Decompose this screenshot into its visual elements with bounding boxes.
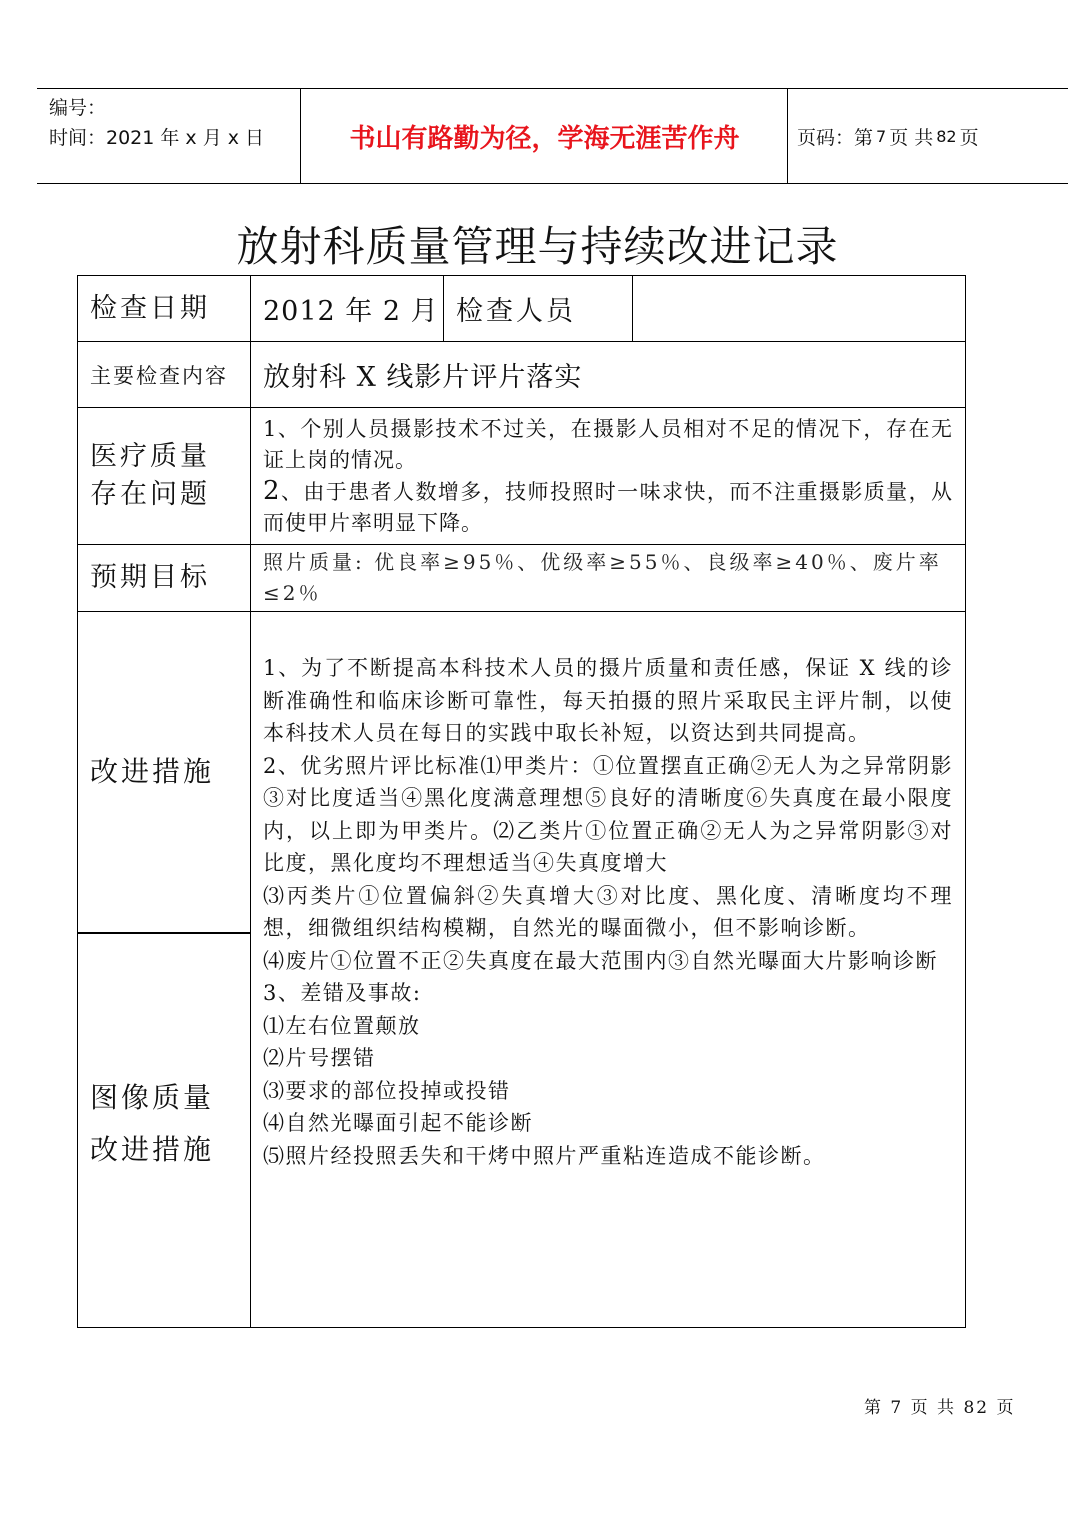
image-quality-label [90,1072,214,1176]
improvement-measures [251,612,966,1328]
issues-text [251,408,966,545]
issue-text: 、由于患者人数增多，技师投照时一味求快，而不注重摄影质量，从而使甲片率明显下降。 [263,479,953,535]
page-mid: 页 共 [889,126,934,149]
footer-mid: 页 共 [910,1398,957,1418]
improve-labels-cell [78,612,251,1328]
main-content-label: 主要检查内容 [78,342,251,408]
inspect-date-value: 2012 年 2 月 [251,276,444,342]
header-motto: 书山有路勤为径，学海无涯苦作舟 [349,123,740,154]
table-row [78,545,966,612]
header-divider [787,89,788,183]
inspector-label: 检查人员 [444,276,633,342]
header-page-number [797,89,979,183]
table-row [78,408,966,545]
measure-item: ⑶丙类片①位置偏斜②失真增大③对比度、黑化度、清晰度均不理想，细微组织结构模糊，自然光的曝面微小，但不影响诊断。 [263,883,953,940]
measure-item: ⑷自然光曝面引起不能诊断 [263,1111,533,1135]
document-header [37,88,1068,184]
issue-item: 1、个别人员摄影技术不过关，在摄影人员相对不足的情况下，存在无证上岗的情况。 [263,416,953,472]
footer-current: 7 [890,1398,904,1418]
inspect-date-label: 检查日期 [78,276,251,342]
page-title: 放射科质量管理与持续改进记录 [236,222,839,271]
page-total: 82 [936,126,957,146]
measure-item: ⑸照片经投照丢失和干烤中照片严重粘连造成不能诊断。 [263,1143,826,1168]
measure-item: ⑵片号摆错 [263,1046,376,1070]
image-label-line: 改进措施 [90,1133,215,1166]
page-current: 7 [876,126,887,146]
issues-label-line: 医疗质量 [90,441,210,472]
main-content-value: 放射科 X 线影片评片落实 [251,342,966,408]
issue-number: 2 [263,475,281,506]
footer-prefix: 第 [864,1398,883,1418]
table-row [78,276,966,342]
page-suffix: 页 [959,126,979,149]
measure-item: ⑶要求的部位投掉或投错 [263,1078,511,1103]
measure-item: 2、优劣照片评比标准⑴甲类片：①位置摆直正确②无人为之异常阴影③对比度适当④黑化度满意理想⑤良好的清晰度⑥失真度在最小限度内，以上即为甲类片。⑵乙类片①位置正确②无人为之异常阴影③对比度，黑化度均不理想适当④失真度增大 [263,753,953,875]
measure-item: ⑴左右位置颠放 [263,1013,421,1038]
measure-item: 1、为了不断提高本科技术人员的摄片质量和责任感，保证 X 线的诊断准确性和临床诊断可靠性，每天拍摄的照片采取民主评片制，以使本科技术人员在每日的实践中取长补短，以资达到共同提高。 [263,656,953,745]
table-row [78,342,966,408]
page-footer [864,1393,1016,1418]
image-label-line: 图像质量 [90,1081,215,1114]
footer-suffix: 页 [996,1398,1016,1418]
record-table [77,275,966,1328]
goal-text: 照片质量: 优良率≥95％、优级率≥55％、良级率≥40％、废片率≤2％ [251,545,966,612]
measure-item: 3、差错及事故: [263,981,422,1005]
number-label: 编号： [49,97,107,119]
cell-divider [78,932,250,934]
improve-label: 改进措施 [90,755,215,788]
issues-label [78,408,251,545]
table-row [78,612,966,1328]
inspector-value [633,276,966,342]
page-prefix: 页码：第 [797,126,874,149]
header-meta [49,93,264,153]
footer-total: 82 [963,1398,990,1418]
issue-item [263,476,953,539]
goal-label: 预期目标 [78,545,251,612]
time-label: 时间：2021 年 x 月 x 日 [49,127,265,149]
measure-item: ⑷废片①位置不正②失真度在最大范围内③自然光曝面大片影响诊断 [263,948,938,973]
issues-label-line: 存在问题 [90,479,210,510]
